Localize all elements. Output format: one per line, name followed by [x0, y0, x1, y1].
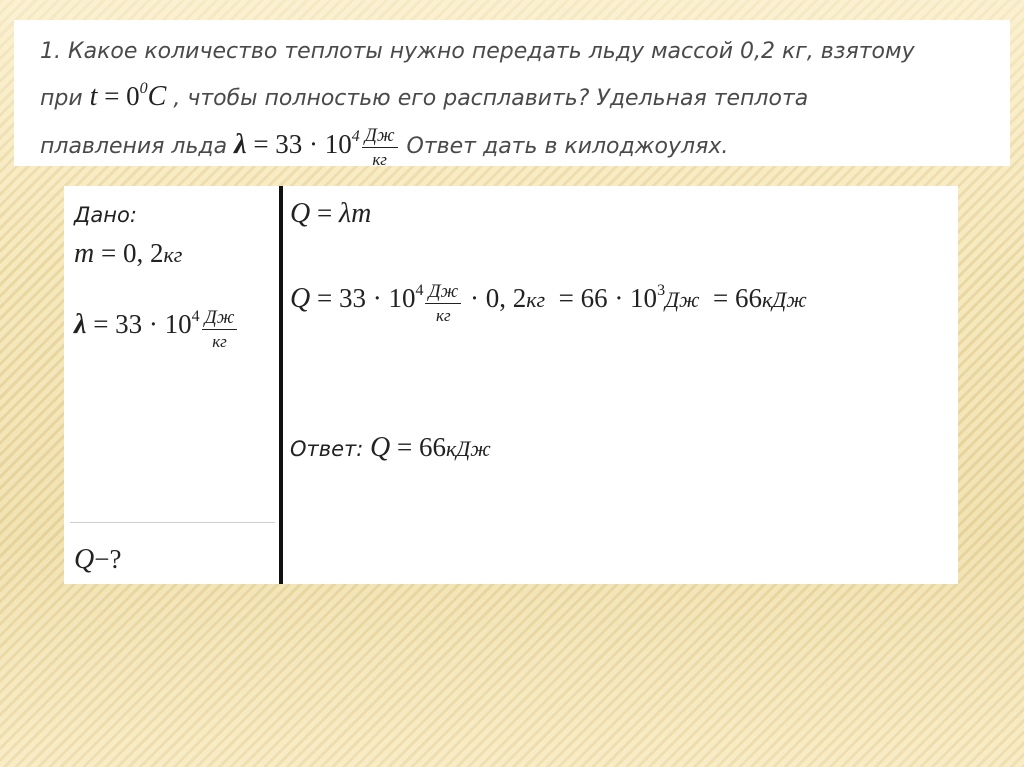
- task-line-3: [40, 122, 986, 169]
- formula-rhs: λm: [338, 198, 372, 229]
- temperature-eq: = 0: [97, 81, 140, 111]
- calc-fraction-denominator: кг: [436, 306, 451, 325]
- given-fraction-numerator: Дж: [202, 308, 238, 330]
- formula-q: Q: [290, 198, 311, 229]
- mass-var: m: [74, 238, 95, 269]
- task-text-1: 1. Какое количество теплоты нужно передать льду массой 0,2 кг, взятому: [40, 39, 915, 64]
- horizontal-divider: [70, 522, 275, 523]
- unknown-quantity: [74, 544, 121, 576]
- task-text-2a: при: [40, 86, 83, 111]
- task-line-1: [40, 30, 986, 74]
- temperature-degree: 0: [139, 80, 148, 97]
- lambda-exponent: 4: [351, 128, 360, 145]
- answer-q: Q: [370, 432, 391, 463]
- calc-exponent: 4: [415, 282, 424, 300]
- lambda-value: = 33 · 10: [246, 129, 352, 159]
- calc-result-unit: Дж: [665, 287, 700, 313]
- given-fraction-denominator: кг: [212, 332, 227, 351]
- given-mass: [74, 238, 182, 270]
- answer-unit: кДж: [446, 436, 491, 461]
- fraction-denominator: кг: [372, 150, 387, 169]
- calc-mass: · 0, 2: [463, 283, 527, 314]
- calc-final: = 66: [699, 283, 763, 314]
- calc-mass-unit: кг: [526, 287, 546, 313]
- calc-q: Q: [290, 283, 311, 315]
- unknown-question: −?: [94, 544, 122, 574]
- calc-lambda-value: = 33 · 10: [310, 283, 416, 314]
- task-line-2: [40, 74, 986, 118]
- calc-fraction-numerator: Дж: [425, 282, 461, 304]
- given-lambda-exponent: 4: [191, 308, 200, 326]
- task-text-2b: , чтобы полностью его расплавить? Удельная теплота: [173, 86, 809, 111]
- calc-unit-fraction: [425, 282, 461, 324]
- calc-result: = 66 · 10: [545, 283, 658, 314]
- lambda-unit-fraction: [362, 126, 398, 168]
- task-statement: [14, 20, 1010, 169]
- calculation-line: [290, 282, 807, 324]
- task-text-3b: Ответ дать в килоджоулях.: [406, 134, 729, 159]
- temperature-var: t: [89, 81, 98, 112]
- mass-value: = 0, 2: [94, 238, 164, 268]
- given-lambda-unit: [202, 308, 238, 350]
- vertical-divider: [279, 186, 283, 584]
- temperature-unit: C: [147, 81, 167, 112]
- given-lambda-symbol: λ: [74, 309, 87, 341]
- given-lambda: [74, 308, 239, 350]
- task-text-3a: плавления льда: [40, 134, 228, 159]
- answer-value: = 66: [390, 432, 447, 462]
- calc-result-exponent: 3: [657, 282, 666, 300]
- answer-label: Ответ:: [290, 437, 371, 461]
- unknown-var: Q: [74, 544, 95, 575]
- calc-final-unit: кДж: [762, 287, 807, 313]
- given-label: Дано:: [74, 203, 137, 227]
- formula-line: [290, 198, 371, 230]
- answer-line: [290, 432, 491, 464]
- fraction-numerator: Дж: [362, 126, 398, 148]
- given-lambda-value: = 33 · 10: [86, 309, 192, 340]
- lambda-symbol: λ: [234, 129, 247, 160]
- mass-unit: кг: [163, 242, 183, 267]
- solution-table: [64, 186, 958, 584]
- formula-eq: =: [310, 198, 339, 228]
